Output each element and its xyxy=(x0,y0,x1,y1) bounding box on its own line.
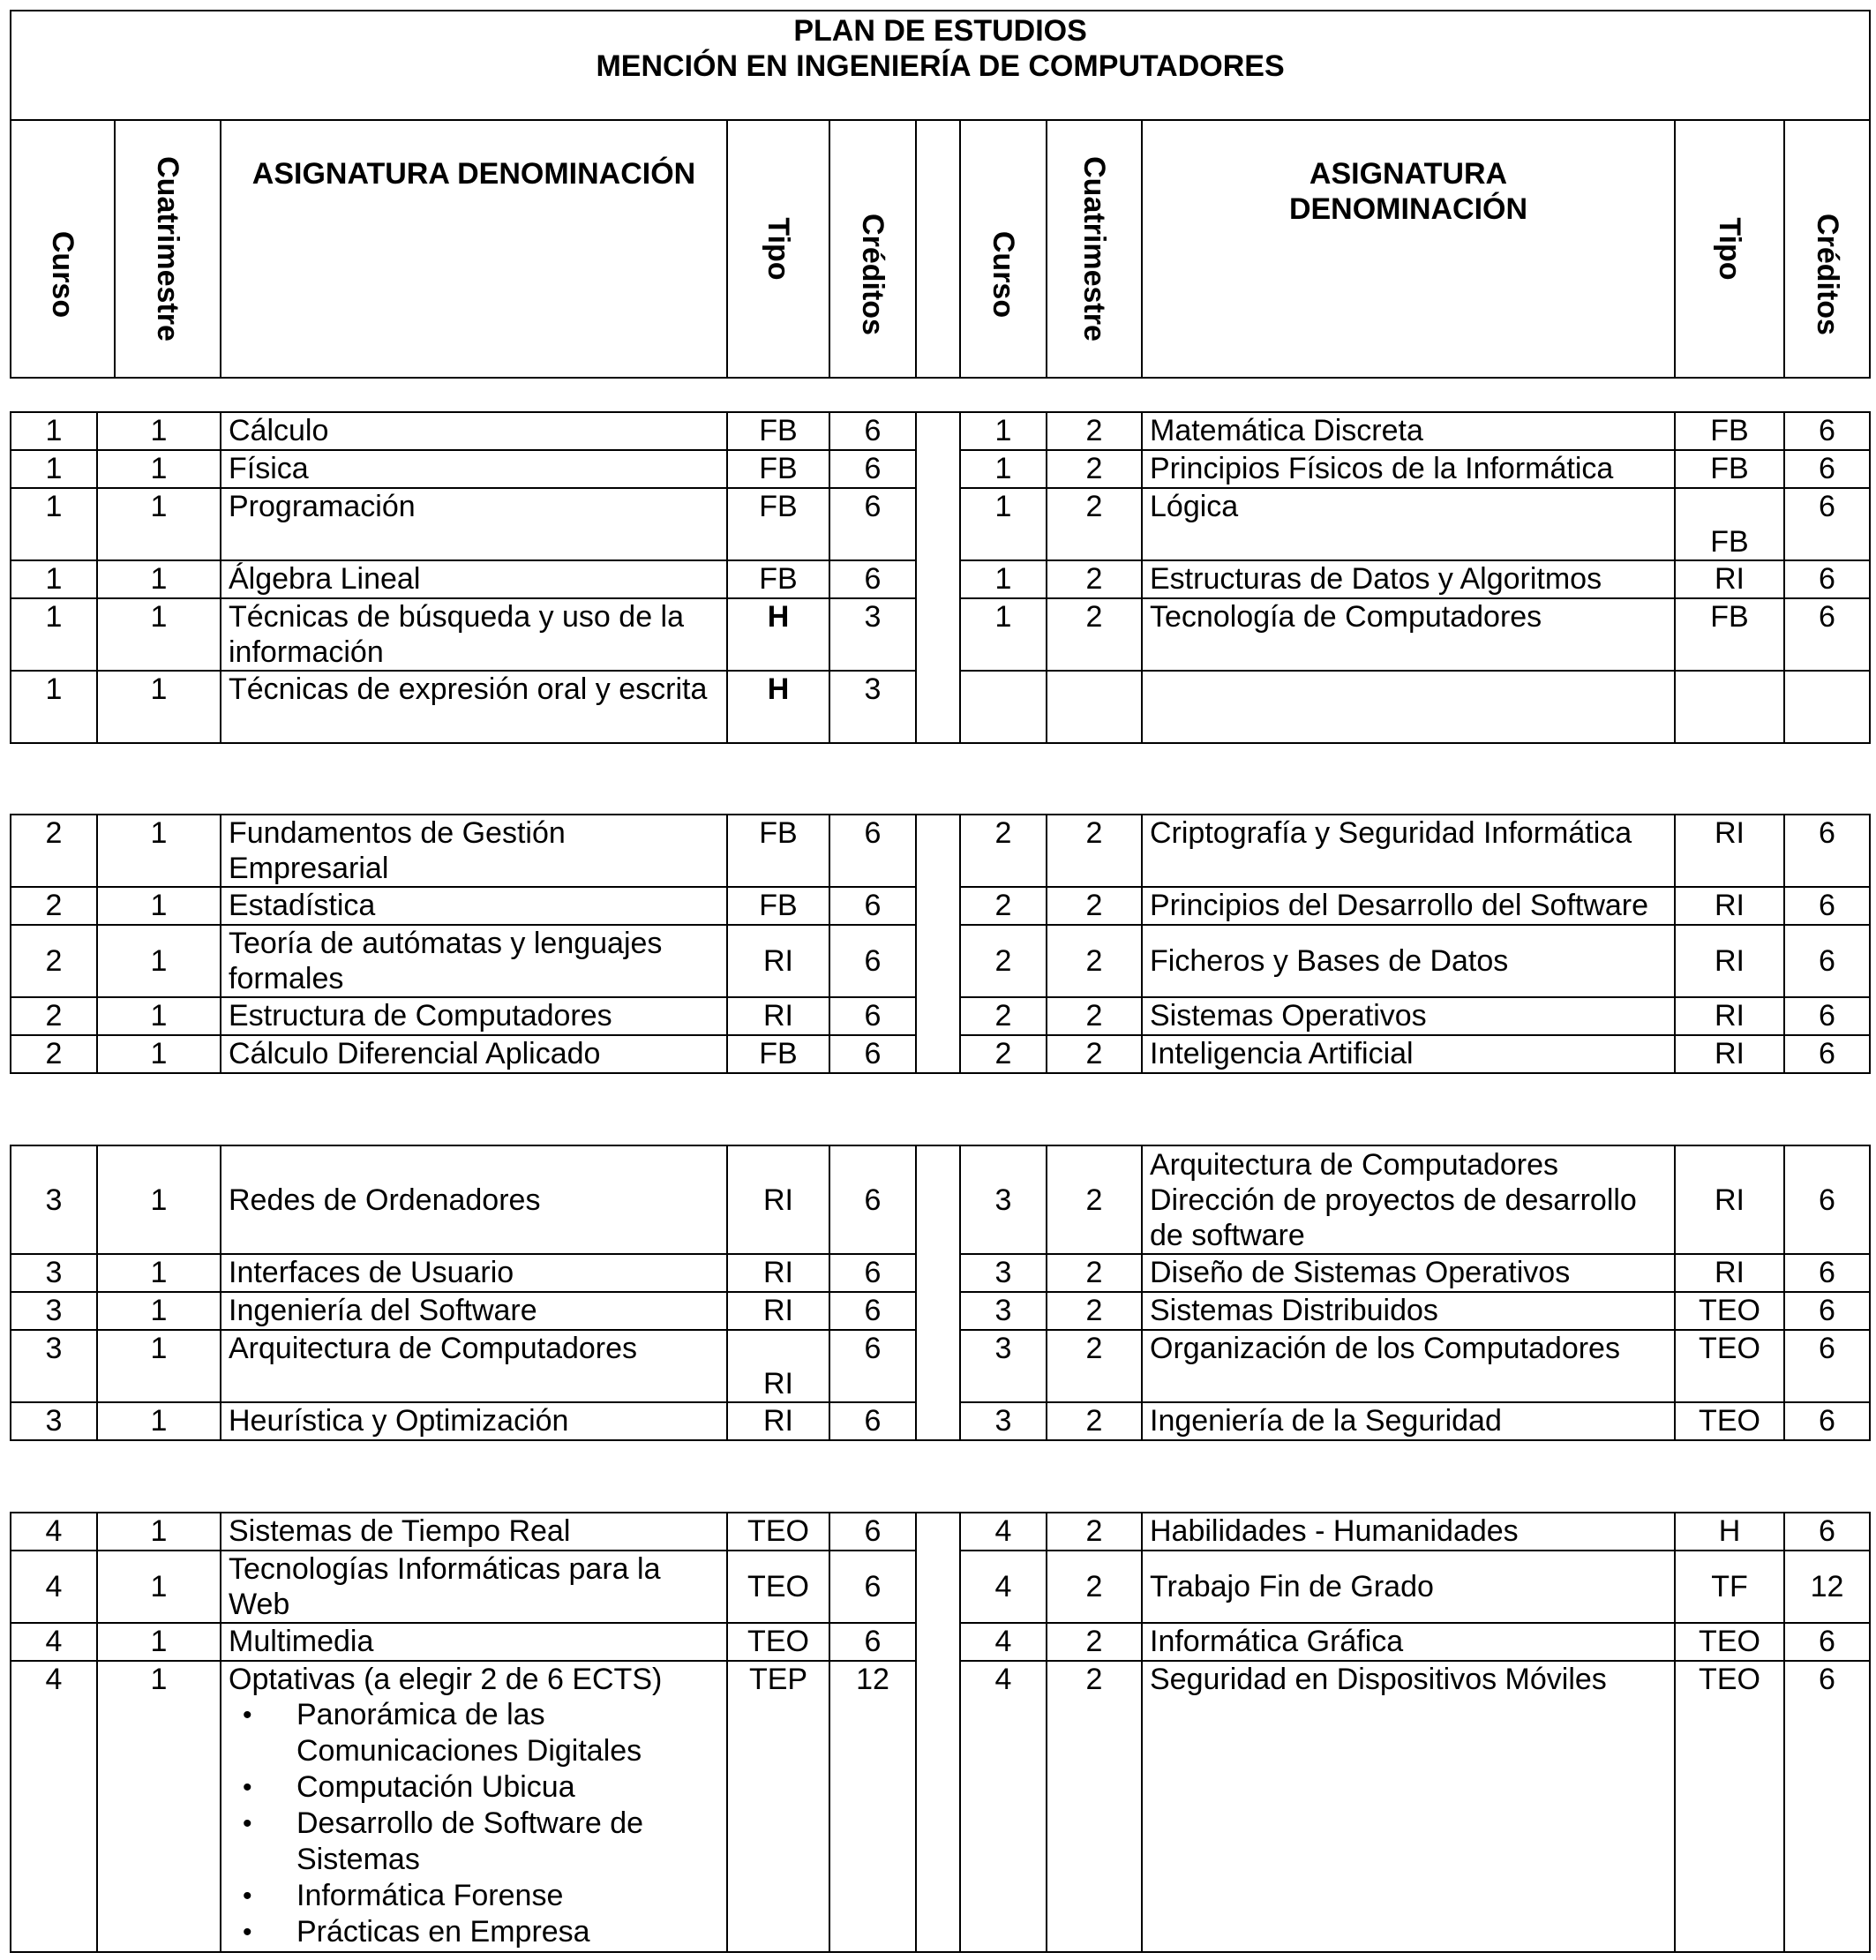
column-gap xyxy=(916,1145,960,1254)
right-asignatura-cell: Ficheros y Bases de Datos xyxy=(1142,925,1675,997)
left-curso-cell: 1 xyxy=(11,450,97,488)
right-cuatrimestre-cell: 2 xyxy=(1047,1402,1142,1440)
left-curso-cell: 3 xyxy=(11,1330,97,1402)
right-asignatura-cell: Habilidades - Humanidades xyxy=(1142,1513,1675,1551)
left-tipo-cell: TEP xyxy=(727,1661,829,1952)
right-creditos-cell: 6 xyxy=(1784,997,1870,1035)
table-row xyxy=(11,488,1870,560)
left-tipo-cell: RI xyxy=(727,1145,829,1254)
right-cuatrimestre-cell: 2 xyxy=(1047,887,1142,925)
left-cuatrimestre-cell: 1 xyxy=(97,488,221,560)
right-cuatrimestre-cell: 2 xyxy=(1047,450,1142,488)
column-gap xyxy=(916,997,960,1035)
table-row xyxy=(11,925,1870,997)
right-tipo-cell: TEO xyxy=(1675,1292,1784,1330)
left-tipo-cell: FB xyxy=(727,488,829,560)
left-asignatura-cell: Fundamentos de Gestión Empresarial xyxy=(221,815,727,887)
right-creditos-cell: 6 xyxy=(1784,560,1870,598)
left-creditos-cell: 6 xyxy=(829,815,916,887)
table-row xyxy=(11,598,1870,671)
column-gap xyxy=(916,598,960,671)
list-item: • Prácticas en Empresa xyxy=(239,1914,719,1950)
right-creditos-cell: 6 xyxy=(1784,1035,1870,1073)
left-tipo-cell: RI xyxy=(727,997,829,1035)
table-row xyxy=(11,1551,1870,1623)
header-creditos-left xyxy=(829,120,916,378)
left-cuatrimestre-cell: 1 xyxy=(97,1145,221,1254)
right-cuatrimestre-cell: 2 xyxy=(1047,1035,1142,1073)
right-cuatrimestre-cell: 2 xyxy=(1047,1551,1142,1623)
header-tipo-right xyxy=(1675,120,1784,378)
left-tipo-cell: TEO xyxy=(727,1513,829,1551)
right-cuatrimestre-cell: 2 xyxy=(1047,1661,1142,1952)
header-cuatrimestre-label: Cuatrimestre xyxy=(1077,156,1111,342)
table-row xyxy=(11,1254,1870,1292)
header-asignatura-label: ASIGNATURA DENOMINACIÓN xyxy=(251,157,696,191)
right-tipo-cell: RI xyxy=(1675,1254,1784,1292)
right-tipo-cell: TEO xyxy=(1675,1661,1784,1952)
left-curso-cell: 2 xyxy=(11,887,97,925)
right-cuatrimestre-cell: 2 xyxy=(1047,488,1142,560)
right-curso-cell: 2 xyxy=(960,1035,1047,1073)
left-asignatura-cell: Teoría de autómatas y lenguajes formales xyxy=(221,925,727,997)
right-curso-cell: 4 xyxy=(960,1513,1047,1551)
header-cuatrimestre-label: Cuatrimestre xyxy=(151,156,184,342)
year3-block xyxy=(10,1145,1871,1441)
left-curso-cell: 2 xyxy=(11,1035,97,1073)
left-creditos-cell: 6 xyxy=(829,1145,916,1254)
left-creditos-cell: 6 xyxy=(829,488,916,560)
right-curso-cell: 4 xyxy=(960,1551,1047,1623)
right-creditos-cell: 6 xyxy=(1784,450,1870,488)
left-tipo-cell: RI xyxy=(727,1254,829,1292)
header-curso-label: Curso xyxy=(46,230,79,319)
optativas-list xyxy=(229,1697,719,1950)
right-cuatrimestre-cell: 2 xyxy=(1047,815,1142,887)
left-tipo-cell: FB xyxy=(727,412,829,450)
header-table xyxy=(10,10,1871,379)
right-cuatrimestre-cell: 2 xyxy=(1047,598,1142,671)
right-tipo-cell: RI xyxy=(1675,997,1784,1035)
left-tipo-cell: RI xyxy=(727,1292,829,1330)
left-cuatrimestre-cell: 1 xyxy=(97,1330,221,1402)
right-asignatura-cell: Principios del Desarrollo del Software xyxy=(1142,887,1675,925)
left-creditos-cell: 6 xyxy=(829,450,916,488)
left-tipo-cell: FB xyxy=(727,560,829,598)
table-row xyxy=(11,450,1870,488)
left-creditos-cell: 6 xyxy=(829,1330,916,1402)
right-curso-cell: 3 xyxy=(960,1330,1047,1402)
left-cuatrimestre-cell: 1 xyxy=(97,1551,221,1623)
left-cuatrimestre-cell: 1 xyxy=(97,815,221,887)
right-creditos-cell: 6 xyxy=(1784,815,1870,887)
header-cuatrimestre-right xyxy=(1047,120,1142,378)
left-curso-cell: 3 xyxy=(11,1402,97,1440)
header-tipo-label: Tipo xyxy=(1713,217,1746,281)
list-item: • Desarrollo de Software de Sistemas xyxy=(239,1806,719,1878)
right-tipo-cell: TF xyxy=(1675,1551,1784,1623)
left-curso-cell: 1 xyxy=(11,560,97,598)
right-asignatura-cell: Diseño de Sistemas Operativos xyxy=(1142,1254,1675,1292)
header-creditos-right xyxy=(1784,120,1870,378)
right-cuatrimestre-cell: 2 xyxy=(1047,1254,1142,1292)
table-row xyxy=(11,1661,1870,1952)
left-tipo-cell: FB xyxy=(727,450,829,488)
left-curso-cell: 2 xyxy=(11,925,97,997)
left-asignatura-cell: Física xyxy=(221,450,727,488)
right-curso-cell: 1 xyxy=(960,598,1047,671)
left-asignatura-cell: Redes de Ordenadores xyxy=(221,1145,727,1254)
header-creditos-label: Créditos xyxy=(856,214,889,335)
year2-table xyxy=(10,814,1871,1074)
left-curso-cell: 2 xyxy=(11,997,97,1035)
left-curso-cell: 4 xyxy=(11,1623,97,1661)
right-curso-cell: 2 xyxy=(960,925,1047,997)
right-tipo-cell: TEO xyxy=(1675,1330,1784,1402)
right-tipo-cell: RI xyxy=(1675,1145,1784,1254)
year4-block xyxy=(10,1512,1871,1953)
table-row xyxy=(11,671,1870,743)
right-asignatura-cell: Lógica xyxy=(1142,488,1675,560)
left-asignatura-cell: Álgebra Lineal xyxy=(221,560,727,598)
left-creditos-cell: 6 xyxy=(829,1035,916,1073)
right-cuatrimestre-cell: 2 xyxy=(1047,1292,1142,1330)
header-curso-label: Curso xyxy=(987,230,1020,319)
header-asignatura-right xyxy=(1142,120,1675,378)
left-creditos-cell: 6 xyxy=(829,1551,916,1623)
left-tipo-cell: TEO xyxy=(727,1551,829,1623)
left-creditos-cell: 6 xyxy=(829,560,916,598)
left-creditos-cell: 6 xyxy=(829,887,916,925)
column-gap xyxy=(916,1513,960,1551)
column-gap xyxy=(916,412,960,450)
header-asignatura-line2: DENOMINACIÓN xyxy=(1288,192,1528,226)
table-row xyxy=(11,1402,1870,1440)
right-curso-cell: 3 xyxy=(960,1254,1047,1292)
left-cuatrimestre-cell: 1 xyxy=(97,1402,221,1440)
right-tipo-cell: RI xyxy=(1675,1035,1784,1073)
column-gap xyxy=(916,450,960,488)
year4-table xyxy=(10,1512,1871,1953)
left-creditos-cell: 6 xyxy=(829,412,916,450)
column-gap xyxy=(916,1292,960,1330)
column-gap xyxy=(916,887,960,925)
header-curso-left xyxy=(11,120,115,378)
left-curso-cell: 4 xyxy=(11,1551,97,1623)
year3-table xyxy=(10,1145,1871,1441)
left-curso-cell: 4 xyxy=(11,1661,97,1952)
table-row xyxy=(11,1623,1870,1661)
left-creditos-cell: 6 xyxy=(829,1623,916,1661)
left-asignatura-cell: Ingeniería del Software xyxy=(221,1292,727,1330)
column-gap xyxy=(916,1035,960,1073)
right-curso-cell: 3 xyxy=(960,1145,1047,1254)
left-creditos-cell: 6 xyxy=(829,1402,916,1440)
header-tipo-left xyxy=(727,120,829,378)
right-tipo-cell: TEO xyxy=(1675,1623,1784,1661)
right-creditos-cell: 12 xyxy=(1784,1551,1870,1623)
right-creditos-cell: 6 xyxy=(1784,1145,1870,1254)
right-creditos-cell: 6 xyxy=(1784,1513,1870,1551)
left-tipo-cell: RI xyxy=(727,1330,829,1402)
left-creditos-cell: 6 xyxy=(829,925,916,997)
right-tipo-cell xyxy=(1675,671,1784,743)
right-curso-cell: 3 xyxy=(960,1402,1047,1440)
table-row xyxy=(11,815,1870,887)
right-asignatura-cell: Tecnología de Computadores xyxy=(1142,598,1675,671)
right-cuatrimestre-cell: 2 xyxy=(1047,412,1142,450)
left-curso-cell: 1 xyxy=(11,671,97,743)
right-asignatura-cell: Estructuras de Datos y Algoritmos xyxy=(1142,560,1675,598)
left-cuatrimestre-cell: 1 xyxy=(97,560,221,598)
left-asignatura-cell: Heurística y Optimización xyxy=(221,1402,727,1440)
plan-title-line2: MENCIÓN EN INGENIERÍA DE COMPUTADORES xyxy=(596,49,1285,83)
left-asignatura-cell: Cálculo Diferencial Aplicado xyxy=(221,1035,727,1073)
header-gap xyxy=(916,120,960,378)
right-creditos-cell: 6 xyxy=(1784,488,1870,560)
left-tipo-cell: TEO xyxy=(727,1623,829,1661)
left-cuatrimestre-cell: 1 xyxy=(97,671,221,743)
left-cuatrimestre-cell: 1 xyxy=(97,1623,221,1661)
left-tipo-cell: RI xyxy=(727,1402,829,1440)
right-cuatrimestre-cell: 2 xyxy=(1047,1330,1142,1402)
table-row xyxy=(11,997,1870,1035)
column-gap xyxy=(916,925,960,997)
left-asignatura-cell: Estadística xyxy=(221,887,727,925)
left-cuatrimestre-cell: 1 xyxy=(97,598,221,671)
left-asignatura-cell: Interfaces de Usuario xyxy=(221,1254,727,1292)
year1-block xyxy=(10,411,1871,744)
left-asignatura-cell: Programación xyxy=(221,488,727,560)
right-asignatura-cell: Sistemas Distribuidos xyxy=(1142,1292,1675,1330)
right-tipo-cell: FB xyxy=(1675,598,1784,671)
left-asignatura-cell: Técnicas de expresión oral y escrita xyxy=(221,671,727,743)
left-asignatura-cell: Técnicas de búsqueda y uso de la información xyxy=(221,598,727,671)
left-cuatrimestre-cell: 1 xyxy=(97,997,221,1035)
right-cuatrimestre-cell: 2 xyxy=(1047,1623,1142,1661)
header-block xyxy=(10,10,1871,379)
header-asignatura-line1: ASIGNATURA xyxy=(1309,157,1508,191)
column-gap xyxy=(916,1551,960,1623)
right-cuatrimestre-cell xyxy=(1047,671,1142,743)
left-cuatrimestre-cell: 1 xyxy=(97,925,221,997)
right-cuatrimestre-cell: 2 xyxy=(1047,1513,1142,1551)
right-creditos-cell: 6 xyxy=(1784,412,1870,450)
left-curso-cell: 2 xyxy=(11,815,97,887)
left-cuatrimestre-cell: 1 xyxy=(97,1661,221,1952)
left-asignatura-cell: Multimedia xyxy=(221,1623,727,1661)
right-creditos-cell: 6 xyxy=(1784,598,1870,671)
table-row xyxy=(11,1513,1870,1551)
right-asignatura-cell: Principios Físicos de la Informática xyxy=(1142,450,1675,488)
right-cuatrimestre-cell: 2 xyxy=(1047,1145,1142,1254)
table-row xyxy=(11,1330,1870,1402)
right-tipo-cell: FB xyxy=(1675,412,1784,450)
right-creditos-cell: 6 xyxy=(1784,1292,1870,1330)
table-row xyxy=(11,1145,1870,1254)
left-tipo-cell: H xyxy=(727,671,829,743)
right-cuatrimestre-cell: 2 xyxy=(1047,560,1142,598)
right-curso-cell: 1 xyxy=(960,488,1047,560)
table-row xyxy=(11,1292,1870,1330)
left-cuatrimestre-cell: 1 xyxy=(97,1254,221,1292)
right-creditos-cell: 6 xyxy=(1784,1623,1870,1661)
right-tipo-cell: RI xyxy=(1675,887,1784,925)
left-creditos-cell: 6 xyxy=(829,1254,916,1292)
right-cuatrimestre-cell: 2 xyxy=(1047,997,1142,1035)
left-creditos-cell: 12 xyxy=(829,1661,916,1952)
left-creditos-cell: 6 xyxy=(829,1513,916,1551)
right-curso-cell: 1 xyxy=(960,412,1047,450)
left-cuatrimestre-cell: 1 xyxy=(97,1035,221,1073)
left-asignatura-cell: Tecnologías Informáticas para la Web xyxy=(221,1551,727,1623)
right-asignatura-cell: Inteligencia Artificial xyxy=(1142,1035,1675,1073)
column-gap xyxy=(916,1254,960,1292)
right-tipo-cell: TEO xyxy=(1675,1402,1784,1440)
left-cuatrimestre-cell: 1 xyxy=(97,450,221,488)
right-creditos-cell: 6 xyxy=(1784,887,1870,925)
right-asignatura-cell: Ingeniería de la Seguridad xyxy=(1142,1402,1675,1440)
right-tipo-cell: FB xyxy=(1675,450,1784,488)
right-asignatura-cell: Trabajo Fin de Grado xyxy=(1142,1551,1675,1623)
left-curso-cell: 4 xyxy=(11,1513,97,1551)
right-creditos-cell xyxy=(1784,671,1870,743)
right-curso-cell: 4 xyxy=(960,1661,1047,1952)
right-tipo-cell: RI xyxy=(1675,925,1784,997)
right-asignatura-cell: Organización de los Computadores xyxy=(1142,1330,1675,1402)
right-asignatura-cell xyxy=(1142,671,1675,743)
right-tipo-cell: RI xyxy=(1675,560,1784,598)
column-gap xyxy=(916,815,960,887)
right-tipo-cell: FB xyxy=(1675,488,1784,560)
right-curso-cell xyxy=(960,671,1047,743)
left-curso-cell: 1 xyxy=(11,488,97,560)
left-creditos-cell: 3 xyxy=(829,671,916,743)
left-asignatura-cell: Cálculo xyxy=(221,412,727,450)
header-creditos-label: Créditos xyxy=(1810,214,1844,335)
column-gap xyxy=(916,560,960,598)
right-tipo-cell: RI xyxy=(1675,815,1784,887)
left-tipo-cell: FB xyxy=(727,815,829,887)
right-curso-cell: 3 xyxy=(960,1292,1047,1330)
header-cuatrimestre-left xyxy=(115,120,221,378)
right-curso-cell: 2 xyxy=(960,815,1047,887)
right-asignatura-cell: Informática Gráfica xyxy=(1142,1623,1675,1661)
list-item: • Computación Ubicua xyxy=(239,1769,719,1806)
right-creditos-cell: 6 xyxy=(1784,1402,1870,1440)
right-cuatrimestre-cell: 2 xyxy=(1047,925,1142,997)
table-row xyxy=(11,412,1870,450)
left-creditos-cell: 3 xyxy=(829,598,916,671)
left-asignatura-cell: Arquitectura de Computadores xyxy=(221,1330,727,1402)
left-creditos-cell: 6 xyxy=(829,997,916,1035)
right-asignatura-cell: Arquitectura de Computadores Dirección de proyectos de desarrollo de software xyxy=(1142,1145,1675,1254)
left-curso-cell: 3 xyxy=(11,1254,97,1292)
right-curso-cell: 1 xyxy=(960,560,1047,598)
left-curso-cell: 1 xyxy=(11,412,97,450)
column-gap xyxy=(916,1623,960,1661)
column-gap xyxy=(916,1330,960,1402)
column-gap xyxy=(916,671,960,743)
right-tipo-cell: H xyxy=(1675,1513,1784,1551)
list-item: • Panorámica de las Comunicaciones Digitales xyxy=(239,1697,719,1769)
table-row xyxy=(11,887,1870,925)
table-row xyxy=(11,560,1870,598)
left-cuatrimestre-cell: 1 xyxy=(97,1513,221,1551)
left-tipo-cell: FB xyxy=(727,887,829,925)
right-curso-cell: 4 xyxy=(960,1623,1047,1661)
right-asignatura-cell: Sistemas Operativos xyxy=(1142,997,1675,1035)
column-gap xyxy=(916,1402,960,1440)
column-gap xyxy=(916,1661,960,1952)
right-curso-cell: 1 xyxy=(960,450,1047,488)
right-creditos-cell: 6 xyxy=(1784,1330,1870,1402)
table-row xyxy=(11,1035,1870,1073)
header-asignatura-left xyxy=(221,120,727,378)
right-asignatura-cell: Criptografía y Seguridad Informática xyxy=(1142,815,1675,887)
column-gap xyxy=(916,488,960,560)
left-cuatrimestre-cell: 1 xyxy=(97,887,221,925)
right-creditos-cell: 6 xyxy=(1784,1661,1870,1952)
plan-title-line1: PLAN DE ESTUDIOS xyxy=(793,14,1087,48)
left-curso-cell: 1 xyxy=(11,598,97,671)
left-asignatura-cell: Estructura de Computadores xyxy=(221,997,727,1035)
header-tipo-label: Tipo xyxy=(762,217,795,281)
right-curso-cell: 2 xyxy=(960,887,1047,925)
left-creditos-cell: 6 xyxy=(829,1292,916,1330)
list-item: • Informática Forense xyxy=(239,1878,719,1914)
left-curso-cell: 3 xyxy=(11,1145,97,1254)
left-cuatrimestre-cell: 1 xyxy=(97,1292,221,1330)
left-asignatura-cell: Sistemas de Tiempo Real xyxy=(221,1513,727,1551)
year1-table xyxy=(10,411,1871,744)
right-curso-cell: 2 xyxy=(960,997,1047,1035)
left-tipo-cell: H xyxy=(727,598,829,671)
left-asignatura-cell: Optativas (a elegir 2 de 6 ECTS) • Panorámica de las Comunicaciones Digitales • Computación Ubicua • Desarrollo de Software de Sistemas • Informática Forense • Prácticas en Empresa xyxy=(221,1661,727,1952)
left-curso-cell: 3 xyxy=(11,1292,97,1330)
plan-title xyxy=(11,11,1870,120)
left-cuatrimestre-cell: 1 xyxy=(97,412,221,450)
left-tipo-cell: RI xyxy=(727,925,829,997)
right-asignatura-cell: Seguridad en Dispositivos Móviles xyxy=(1142,1661,1675,1952)
right-creditos-cell: 6 xyxy=(1784,1254,1870,1292)
header-curso-right xyxy=(960,120,1047,378)
left-tipo-cell: FB xyxy=(727,1035,829,1073)
right-asignatura-cell: Matemática Discreta xyxy=(1142,412,1675,450)
right-creditos-cell: 6 xyxy=(1784,925,1870,997)
year2-block xyxy=(10,814,1871,1074)
